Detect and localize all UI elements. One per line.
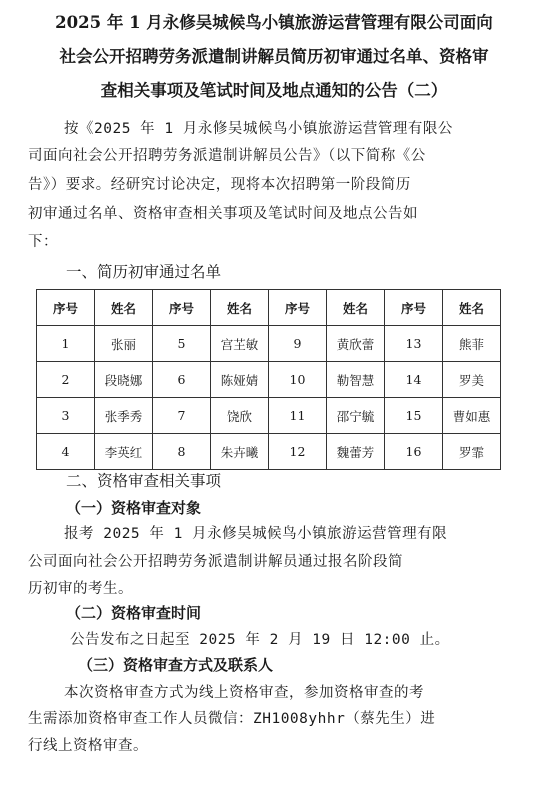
section2-heading: 二、资格审查相关事项 (66, 472, 222, 490)
table-header-row (37, 290, 501, 326)
table-cell: 5 (153, 326, 211, 362)
title-line-1: 2025 年 1 月永修吴城候鸟小镇旅游运营管理有限公司面向 (55, 13, 493, 32)
table-cell: 16 (385, 434, 443, 470)
table-cell: 9 (269, 326, 327, 362)
header-cell: 序号 (385, 290, 443, 326)
table-cell: 13 (385, 326, 443, 362)
table-cell: 张季秀 (95, 398, 153, 434)
intro-line-1: 按《2025 年 1 月永修吴城候鸟小镇旅游运营管理有限公 (64, 121, 453, 137)
intro-line-2: 司面向社会公开招聘劳务派遣制讲解员公告》（以下简称《公 (28, 148, 426, 164)
table-cell: 朱卉曦 (211, 434, 269, 470)
table-cell: 饶欣 (211, 398, 269, 434)
table-cell: 李英红 (95, 434, 153, 470)
table-cell: 12 (269, 434, 327, 470)
sub1-line-1: 报考 2025 年 1 月永修吴城候鸟小镇旅游运营管理有限 (64, 526, 448, 542)
table-cell: 曹如惠 (443, 398, 501, 434)
table-cell: 7 (153, 398, 211, 434)
table-cell: 罗霏 (443, 434, 501, 470)
header-cell: 姓名 (443, 290, 501, 326)
subsection3-heading: （三）资格审查方式及联系人 (78, 656, 274, 674)
sub3-line-1: 本次资格审查方式为线上资格审查，参加资格审查的考 (64, 685, 424, 701)
section1-heading: 一、简历初审通过名单 (66, 263, 222, 281)
header-cell: 序号 (153, 290, 211, 326)
table-cell: 陈娅婧 (211, 362, 269, 398)
table-cell: 段晓娜 (95, 362, 153, 398)
sub3-line-2: 生需添加资格审查工作人员微信：ZH1008yhhr（蔡先生）进 (28, 711, 436, 727)
table-cell: 11 (269, 398, 327, 434)
table-cell: 14 (385, 362, 443, 398)
table-cell: 8 (153, 434, 211, 470)
title-line-3: 查相关事项及笔试时间及地点通知的公告（二） (100, 81, 448, 100)
table-cell: 魏蕾芳 (327, 434, 385, 470)
intro-line-4: 初审通过名单、资格审查相关事项及笔试时间及地点公告如 (28, 206, 418, 222)
header-cell: 姓名 (95, 290, 153, 326)
table-row (37, 362, 501, 398)
header-cell: 序号 (269, 290, 327, 326)
table-cell: 4 (37, 434, 95, 470)
table-cell: 罗美 (443, 362, 501, 398)
sub3-line-3: 行线上资格审查。 (28, 738, 148, 754)
table-row (37, 398, 501, 434)
title-line-2: 社会公开招聘劳务派遣制讲解员简历初审通过名单、资格审 (59, 47, 489, 66)
header-cell: 姓名 (327, 290, 385, 326)
table-cell: 黄欣蕾 (327, 326, 385, 362)
subsection1-heading: （一）资格审查对象 (66, 499, 202, 517)
intro-line-5: 下： (28, 234, 58, 250)
table-row (37, 434, 501, 470)
table-cell: 6 (153, 362, 211, 398)
table-row (37, 326, 501, 362)
shortlist-table (36, 289, 501, 470)
sub1-line-2: 公司面向社会公开招聘劳务派遣制讲解员通过报名阶段简 (28, 554, 403, 570)
table-cell: 熊菲 (443, 326, 501, 362)
header-cell: 姓名 (211, 290, 269, 326)
table-cell: 2 (37, 362, 95, 398)
header-cell: 序号 (37, 290, 95, 326)
intro-line-3: 告》）要求。经研究讨论决定，现将本次招聘第一阶段简历 (28, 177, 411, 193)
table-cell: 3 (37, 398, 95, 434)
table-cell: 邵宁毓 (327, 398, 385, 434)
subsection2-heading: （二）资格审查时间 (66, 604, 202, 622)
table-cell: 10 (269, 362, 327, 398)
table-cell: 1 (37, 326, 95, 362)
sub2-line-1: 公告发布之日起至 2025 年 2 月 19 日 12:00 止。 (70, 632, 450, 648)
sub1-line-3: 历初审的考生。 (28, 581, 133, 597)
table-cell: 勒智慧 (327, 362, 385, 398)
table-cell: 张丽 (95, 326, 153, 362)
table-cell: 宫芏敏 (211, 326, 269, 362)
table-cell: 15 (385, 398, 443, 434)
